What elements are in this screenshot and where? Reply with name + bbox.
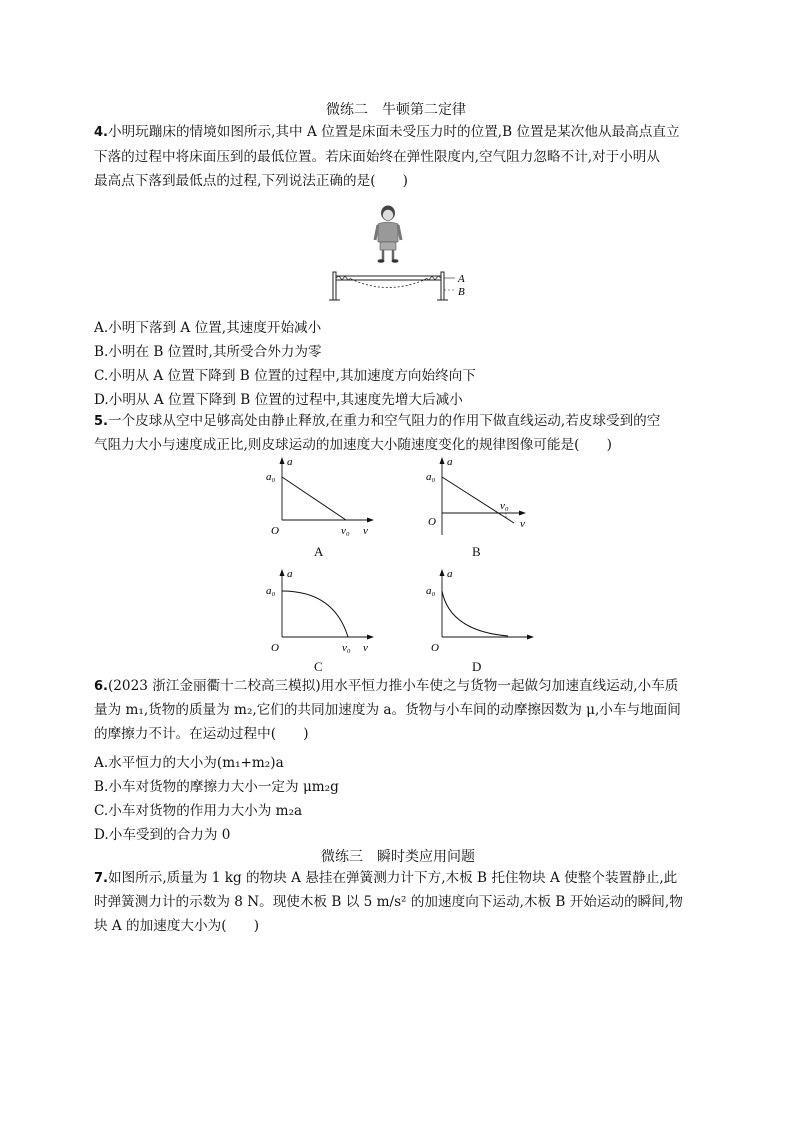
graph-c-caption[interactable]: C [314, 659, 323, 674]
q6-option-b[interactable]: B.小车对货物的摩擦力大小一定为 μm₂g [94, 779, 339, 795]
graph-a-a0-label: a₀ [266, 471, 276, 483]
graph-b-origin: O [428, 516, 436, 528]
graph-d-y-label: a [447, 568, 453, 580]
graph-c-curve [282, 591, 348, 637]
graph-d-curve [442, 591, 508, 636]
q6-text-1: (2023 浙江金丽衢十二校高三模拟)用水平恒力推小车使之与货物一起做匀加速直线运动,小车质 [107, 678, 679, 694]
q6-option-a[interactable]: A.水平恒力的大小为(m₁+m₂)a [94, 755, 284, 771]
q5-number: 5. [94, 414, 108, 429]
q7-line-3: 块 A 的加速度大小为( ) [94, 918, 260, 934]
q5-line-1 [94, 413, 660, 430]
graph-c-a0-label: a₀ [266, 585, 276, 597]
graph-c-x-label: v [363, 642, 368, 654]
q7-number: 7. [94, 871, 108, 886]
q6-line-2: 量为 m₁,货物的质量为 m₂,它们的共同加速度为 a。货物与小车间的动摩擦因数为 μ,小车与地面间 [94, 702, 681, 718]
q7-line-2: 时弹簧测力计的示数为 8 N。现使木板 B 以 5 m/s² 的加速度向下运动,木板 B 开始运动的瞬间,物 [94, 894, 683, 910]
graph-b-v0-label: v₀ [500, 500, 509, 512]
graph-b-y-label: a [447, 456, 453, 468]
graph-a-x-label: v [363, 525, 368, 537]
q6-line-3: 的摩擦力不计。在运动过程中( ) [94, 726, 309, 742]
graph-d-caption[interactable]: D [472, 659, 482, 674]
section-title-2: 微练二 牛顿第二定律 [326, 102, 466, 118]
graph-a [262, 455, 382, 545]
q5-text-1: 一个皮球从空中足够高处由静止释放,在重力和空气阻力的作用下做直线运动,若皮球受到的空 [107, 413, 661, 429]
trampoline-frame [329, 272, 455, 300]
section-title-3: 微练三 瞬时类应用问题 [321, 849, 475, 865]
graph-a-caption[interactable]: A [314, 544, 324, 559]
q6-number: 6. [94, 679, 108, 694]
graph-c-v0-label: v₀ [342, 642, 351, 654]
graph-c-origin: O [271, 642, 279, 654]
graph-c [262, 567, 382, 657]
graph-a-y-label: a [287, 456, 293, 468]
graph-a-origin: O [271, 525, 279, 537]
graph-b-caption[interactable]: B [472, 544, 481, 559]
graph-a-curve [282, 477, 346, 520]
q4-option-d[interactable]: D.小明从 A 位置下降到 B 位置的过程中,其速度先增大后减小 [94, 392, 463, 408]
graph-c-y-label: a [287, 568, 293, 580]
q7-text-1: 如图所示,质量为 1 kg 的物块 A 悬挂在弹簧测力计下方,木板 B 托住物块 A 使整个装置静止,此 [107, 870, 678, 886]
trampoline-figure [325, 200, 475, 304]
q4-text-1: 小明玩蹦床的情境如图所示,其中 A 位置是床面未受压力时的位置,B 位置是某次他从最高点直立 [107, 124, 680, 140]
q4-line-1 [94, 124, 680, 141]
graph-b-a0-label: a₀ [426, 471, 436, 483]
q4-option-a[interactable]: A.小明下落到 A 位置,其速度开始减小 [94, 320, 322, 336]
graph-d-origin: O [431, 642, 439, 654]
q6-option-c[interactable]: C.小车对货物的作用力大小为 m₂a [94, 803, 303, 819]
q4-line-2: 下落的过程中将床面压到的最低位置。若床面始终在弹性限度内,空气阻力忽略不计,对于小明从 [94, 149, 660, 165]
q6-line-1 [94, 678, 678, 695]
q7-line-1 [94, 870, 677, 887]
graph-a-v0-label: v₀ [341, 525, 350, 537]
label-position-a: A [458, 273, 465, 285]
q6-option-d[interactable]: D.小车受到的合力为 0 [94, 827, 231, 843]
q5-line-2: 气阻力大小与速度成正比,则皮球运动的加速度大小随速度变化的规律图像可能是( ) [94, 437, 612, 453]
q4-line-3: 最高点下落到最低点的过程,下列说法正确的是( ) [94, 173, 408, 189]
graph-d-a0-label: a₀ [426, 585, 436, 597]
label-position-b: B [458, 286, 465, 298]
q4-option-c[interactable]: C.小明从 A 位置下降到 B 位置的过程中,其加速度方向始终向下 [94, 368, 476, 384]
q4-number: 4. [94, 125, 108, 140]
graph-b [422, 455, 542, 545]
graph-d [422, 567, 542, 657]
boy-illustration [375, 206, 401, 263]
graph-b-x-label: v [520, 518, 525, 530]
q4-option-b[interactable]: B.小明在 B 位置时,其所受合外力为零 [94, 344, 322, 360]
